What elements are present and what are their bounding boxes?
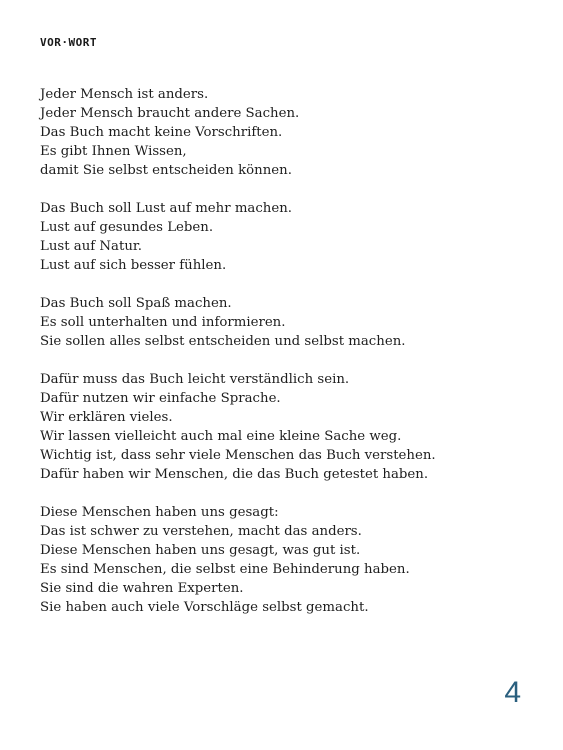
text-line: Wichtig ist, dass sehr viele Menschen das Buch verstehen.	[40, 448, 436, 463]
paragraph	[40, 503, 520, 617]
text-line: Sie sollen alles selbst entscheiden und selbst machen.	[40, 334, 406, 349]
text-line: Es soll unterhalten und informieren.	[40, 315, 286, 330]
text-line: Diese Menschen haben uns gesagt, was gut ist.	[40, 543, 361, 558]
text-line: Jeder Mensch ist anders.	[40, 87, 209, 102]
text-line: Dafür haben wir Menschen, die das Buch getestet haben.	[40, 467, 429, 482]
text-line: Es gibt Ihnen Wissen,	[40, 144, 187, 159]
text-line: Lust auf sich besser fühlen.	[40, 258, 227, 273]
text-line: Diese Menschen haben uns gesagt:	[40, 505, 279, 520]
body-text	[40, 85, 520, 636]
text-line: Das Buch soll Spaß machen.	[40, 296, 232, 311]
text-line: Sie haben auch viele Vorschläge selbst gemacht.	[40, 600, 369, 615]
section-header: VOR·WORT	[40, 36, 97, 49]
paragraph	[40, 370, 520, 484]
paragraph	[40, 85, 520, 180]
text-line: Dafür muss das Buch leicht verständlich sein.	[40, 372, 350, 387]
text-line: Dafür nutzen wir einfache Sprache.	[40, 391, 281, 406]
paragraph	[40, 294, 520, 351]
text-line: Das Buch macht keine Vorschriften.	[40, 125, 283, 140]
page-number: 4	[504, 676, 521, 709]
text-line: damit Sie selbst entscheiden können.	[40, 163, 292, 178]
text-line: Lust auf gesundes Leben.	[40, 220, 214, 235]
text-line: Wir lassen vielleicht auch mal eine kleine Sache weg.	[40, 429, 402, 444]
text-line: Lust auf Natur.	[40, 239, 143, 254]
text-line: Wir erklären vieles.	[40, 410, 173, 425]
text-line: Das ist schwer zu verstehen, macht das anders.	[40, 524, 362, 539]
text-line: Es sind Menschen, die selbst eine Behinderung haben.	[40, 562, 410, 577]
paragraph	[40, 199, 520, 275]
text-line: Jeder Mensch braucht andere Sachen.	[40, 106, 300, 121]
text-line: Das Buch soll Lust auf mehr machen.	[40, 201, 293, 216]
text-line: Sie sind die wahren Experten.	[40, 581, 244, 596]
